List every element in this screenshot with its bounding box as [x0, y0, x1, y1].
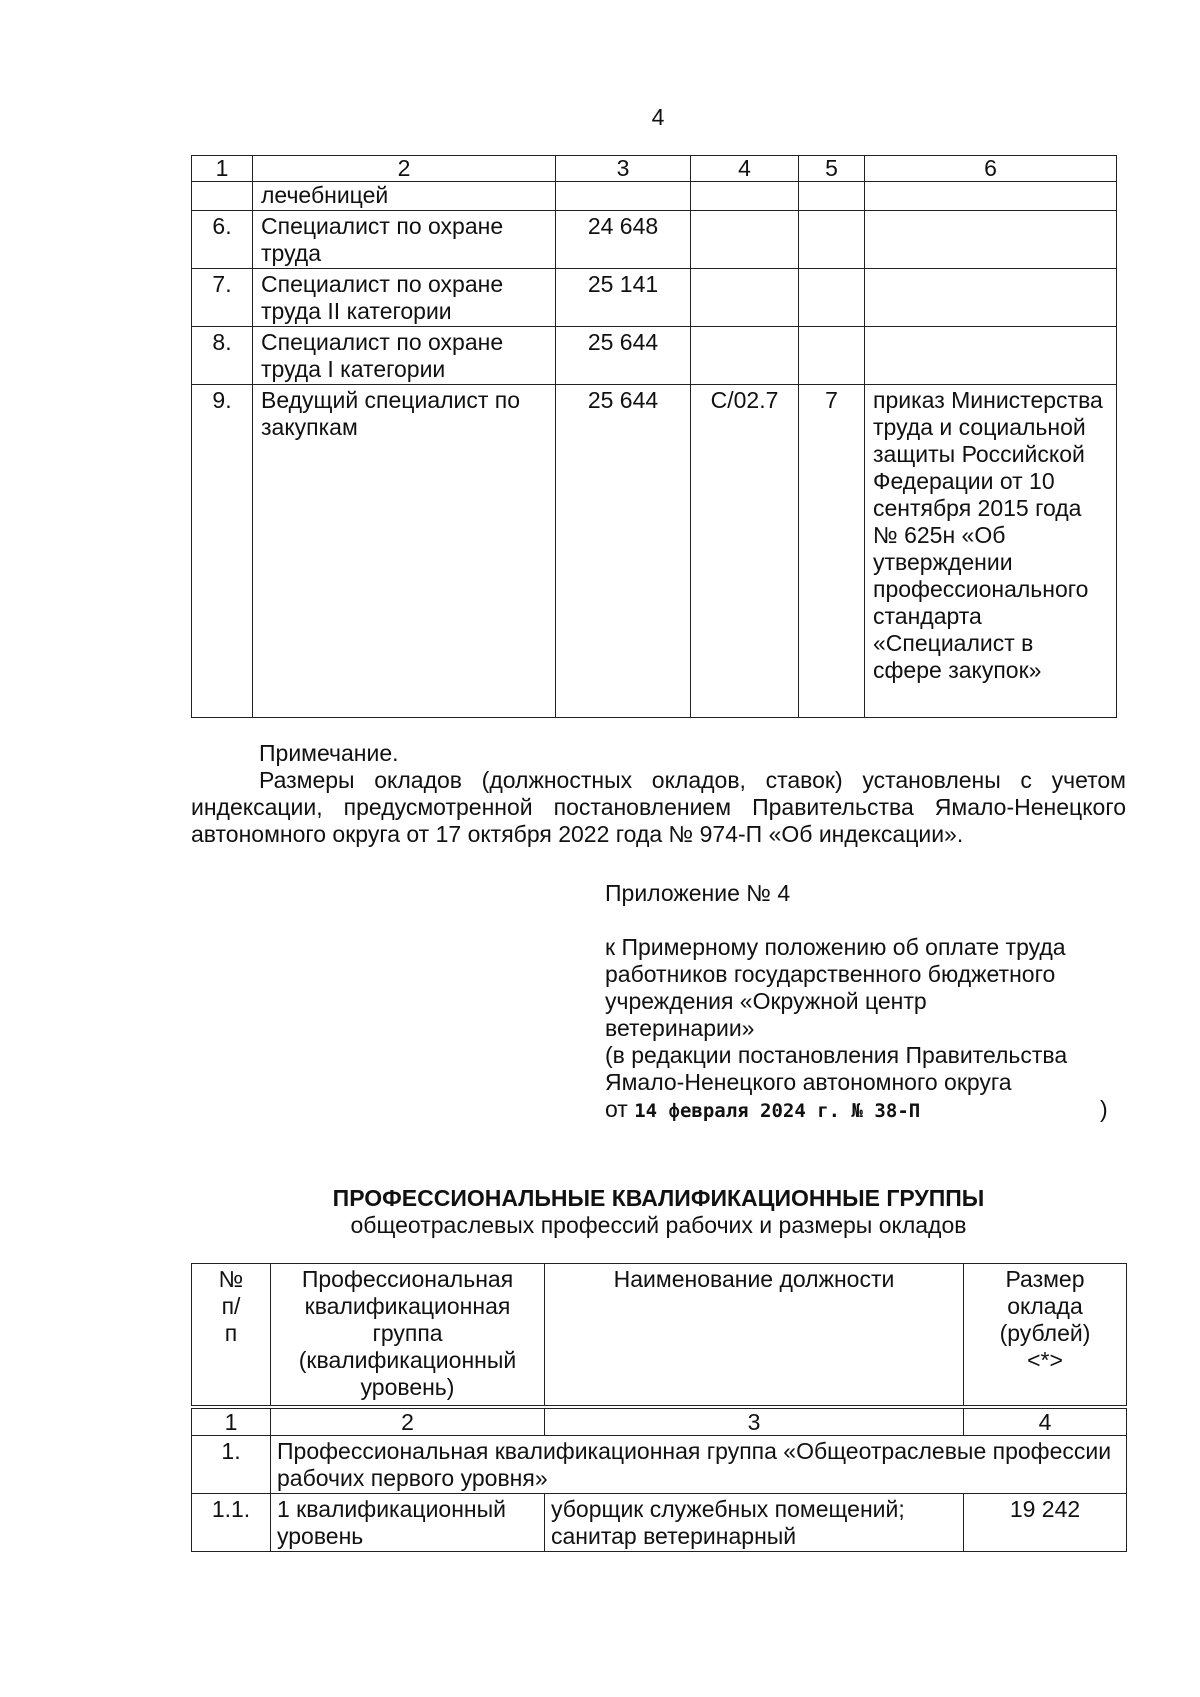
table-row [192, 1494, 1127, 1552]
appendix-header [605, 880, 1125, 1125]
header-position: Наименование должности [545, 1264, 964, 1406]
function-code [691, 269, 799, 327]
column-number: 1 [192, 156, 253, 182]
resolution-date-line [605, 1096, 1125, 1125]
position-name: уборщик служебных помещений; [551, 1496, 905, 1522]
resolution-date: 14 февраля 2024 г. № 38-П [634, 1100, 921, 1122]
table-row [192, 211, 1117, 269]
header-salary: Размер оклада (рублей) <*> [964, 1264, 1127, 1406]
qualification-level [799, 269, 865, 327]
qualification-level: 7 [799, 385, 865, 718]
row-number: 1.1. [192, 1494, 271, 1552]
group-row [192, 1436, 1127, 1494]
date-prefix: от [605, 1096, 628, 1122]
closing-paren: ) [1100, 1096, 1108, 1122]
page-number: 4 [651, 104, 665, 130]
legal-basis: приказ Министерства труда и социальной защиты Российской Федерации от 10 сентября 2015 года № 625н «Об утверждении профессионального стандарта «Специалист в сфере закупок» [865, 385, 1117, 718]
header-group: Профессиональная квалификационная группа (квалификационный уровень) [271, 1264, 545, 1406]
qualification-groups-table [191, 1263, 1127, 1552]
salary: 19 242 [964, 1494, 1127, 1552]
function-code [691, 182, 799, 211]
table-row [192, 182, 1117, 211]
qualification-level [799, 211, 865, 269]
appendix-line: учреждения «Окружной центр [605, 988, 927, 1014]
position-name: Ведущий специалист по закупкам [253, 385, 556, 718]
function-code [691, 327, 799, 385]
salary [556, 182, 691, 211]
column-number: 3 [556, 156, 691, 182]
position-name: лечебницей [253, 182, 556, 211]
legal-basis [865, 269, 1117, 327]
column-number: 1 [192, 1409, 271, 1436]
position-name: Специалист по охране труда [253, 211, 556, 269]
row-number: 7. [192, 269, 253, 327]
row-number: 9. [192, 385, 253, 718]
header-num: № п/п [192, 1264, 271, 1406]
appendix-line: к Примерному положению об оплате труда [605, 934, 1066, 960]
column-number: 2 [271, 1409, 545, 1436]
positions-table [191, 155, 1117, 718]
column-number: 5 [799, 156, 865, 182]
column-number-row [192, 1409, 1127, 1436]
group-name: Профессиональная квалификационная группа «Общеотраслевые профессии рабочих первого уровня» [271, 1436, 1127, 1494]
section-heading [191, 1185, 1126, 1239]
column-number: 4 [691, 156, 799, 182]
row-number: 1. [192, 1436, 271, 1494]
function-code [691, 211, 799, 269]
position-name: Специалист по охране труда II категории [253, 269, 556, 327]
row-number [192, 182, 253, 211]
salary: 24 648 [556, 211, 691, 269]
appendix-title: Приложение № 4 [605, 880, 791, 906]
note-title: Примечание. [259, 740, 399, 766]
legal-basis [865, 182, 1117, 211]
function-code: С/02.7 [691, 385, 799, 718]
section-title: ПРОФЕССИОНАЛЬНЫЕ КВАЛИФИКАЦИОННЫЕ ГРУППЫ [332, 1185, 985, 1211]
qualification-level [799, 182, 865, 211]
legal-basis [865, 211, 1117, 269]
appendix-line: ветеринарии» [605, 1015, 755, 1041]
column-number: 6 [865, 156, 1117, 182]
row-number: 8. [192, 327, 253, 385]
salary: 25 644 [556, 327, 691, 385]
salary: 25 141 [556, 269, 691, 327]
note-block [191, 740, 1126, 848]
position-name: санитар ветеринарный [551, 1523, 797, 1549]
column-number-row [192, 156, 1117, 182]
appendix-line: Ямало-Ненецкого автономного округа [605, 1069, 1012, 1095]
note-text: Размеры окладов (должностных окладов, ставок) установлены с учетом индексации, предусмотренной постановлением Правительства Ямало-Ненецкого автономного округа от 17 октября 2022 года № 974-П «Об индексации». [191, 767, 1126, 847]
table-row [192, 327, 1117, 385]
section-subtitle: общеотраслевых профессий рабочих и размеры окладов [350, 1212, 967, 1238]
salary: 25 644 [556, 385, 691, 718]
qualification-level: 1 квалификационный уровень [271, 1494, 545, 1552]
row-number: 6. [192, 211, 253, 269]
column-number: 4 [964, 1409, 1127, 1436]
table-row [192, 385, 1117, 718]
column-number: 2 [253, 156, 556, 182]
column-number: 3 [545, 1409, 964, 1436]
appendix-line: работников государственного бюджетного [605, 961, 1056, 987]
legal-basis [865, 327, 1117, 385]
qualification-level [799, 327, 865, 385]
position-names [545, 1494, 964, 1552]
table-row [192, 269, 1117, 327]
appendix-line: (в редакции постановления Правительства [605, 1042, 1068, 1068]
header-row [192, 1264, 1127, 1406]
position-name: Специалист по охране труда I категории [253, 327, 556, 385]
